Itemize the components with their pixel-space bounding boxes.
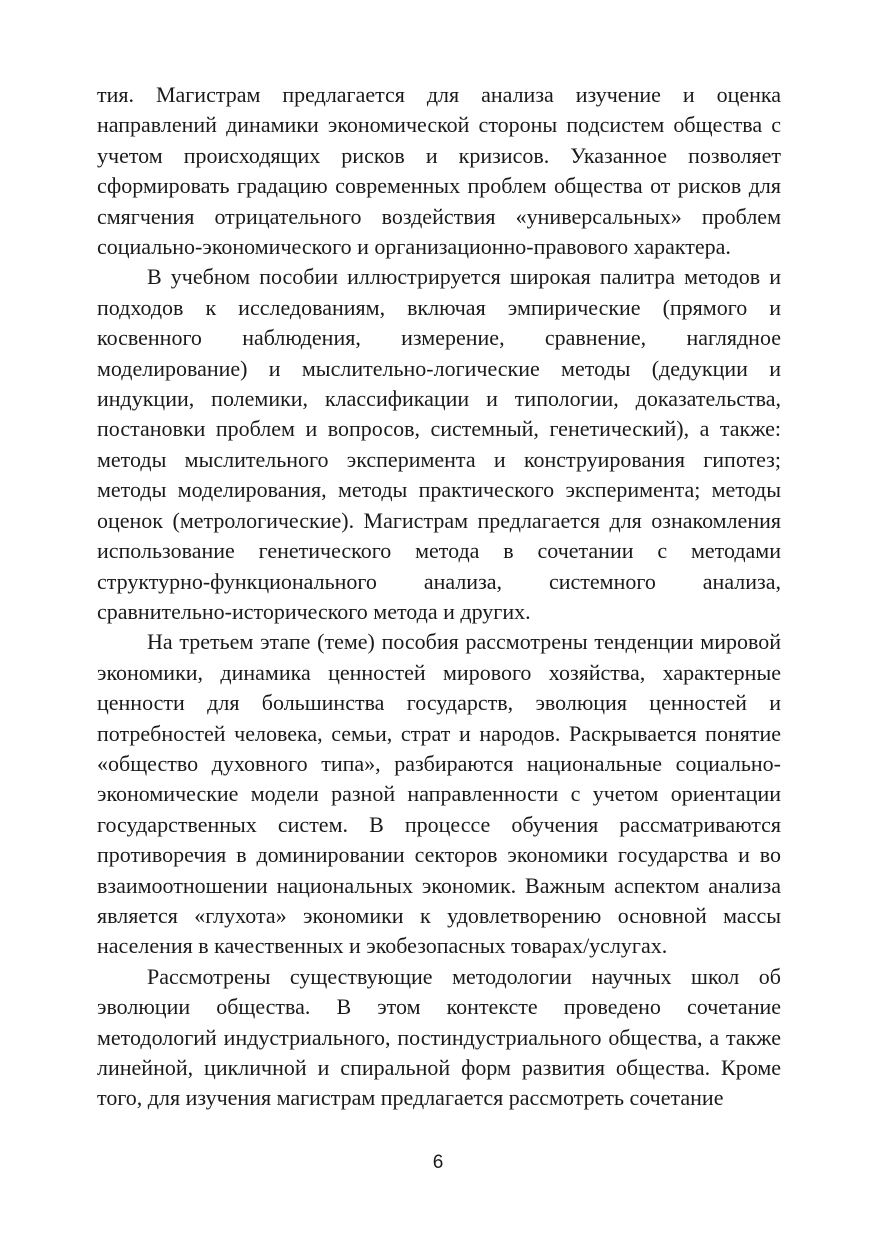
page-body bbox=[97, 80, 781, 1114]
paragraph-3: На третьем этапе (теме) пособия рассмотрены тенденции мировой экономики, динамика ценностей мирового хозяйства, характерные ценности для большинства государств, эволюция ценностей и потребностей человека, семьи, страт и народов. Раскрывается понятие «общество духовного типа», разбираются национальные социально-экономические модели разной направленности с учетом ориентации государственных систем. В процессе обучения рассматриваются противоречия в доминировании секторов экономики государства и во взаимоотношении национальных экономик. Важным аспектом анализа является «глухота» экономики к удовлетворению основной массы населения в качественных и экобезопасных товарах/услугах. bbox=[97, 629, 781, 959]
paragraph-4: Рассмотрены существующие методологии научных школ об эволюции общества. В этом контексте проведено сочетание методологий индустриального, постиндустриального общества, а также линейной, цикличной и спиральной форм развития общества. Кроме того, для изучения магистрам предлагается рассмотреть сочетание bbox=[97, 963, 781, 1111]
paragraph-2: В учебном пособии иллюстрируется широкая палитра методов и подходов к исследованиям, включая эмпирические (прямого и косвенного наблюдения, измерение, сравнение, наглядное моделирование) и мыслительно-логические методы (дедукции и индукции, полемики, классификации и типологии, доказательства, постановки проблем и вопросов, системный, генетический), а также: методы мыслительного эксперимента и конструирования гипотез; методы моделирования, методы практического эксперимента; методы оценок (метрологические). Магистрам предлагается для ознакомления использование генетического метода в сочетании с методами структурно-функционального анализа, системного анализа, сравнительно-исторического метода и других. bbox=[97, 264, 781, 624]
paragraph-1: тия. Магистрам предлагается для анализа изучение и оценка направлений динамики экономической стороны подсистем общества с учетом происходящих рисков и кризисов. Указанное позволяет сформировать градацию современных проблем общества от рисков для смягчения отрицательного воздействия «универсальных» проблем социально-экономического и организационно-правового характера. bbox=[97, 82, 781, 260]
page-number: 6 bbox=[432, 1152, 444, 1173]
